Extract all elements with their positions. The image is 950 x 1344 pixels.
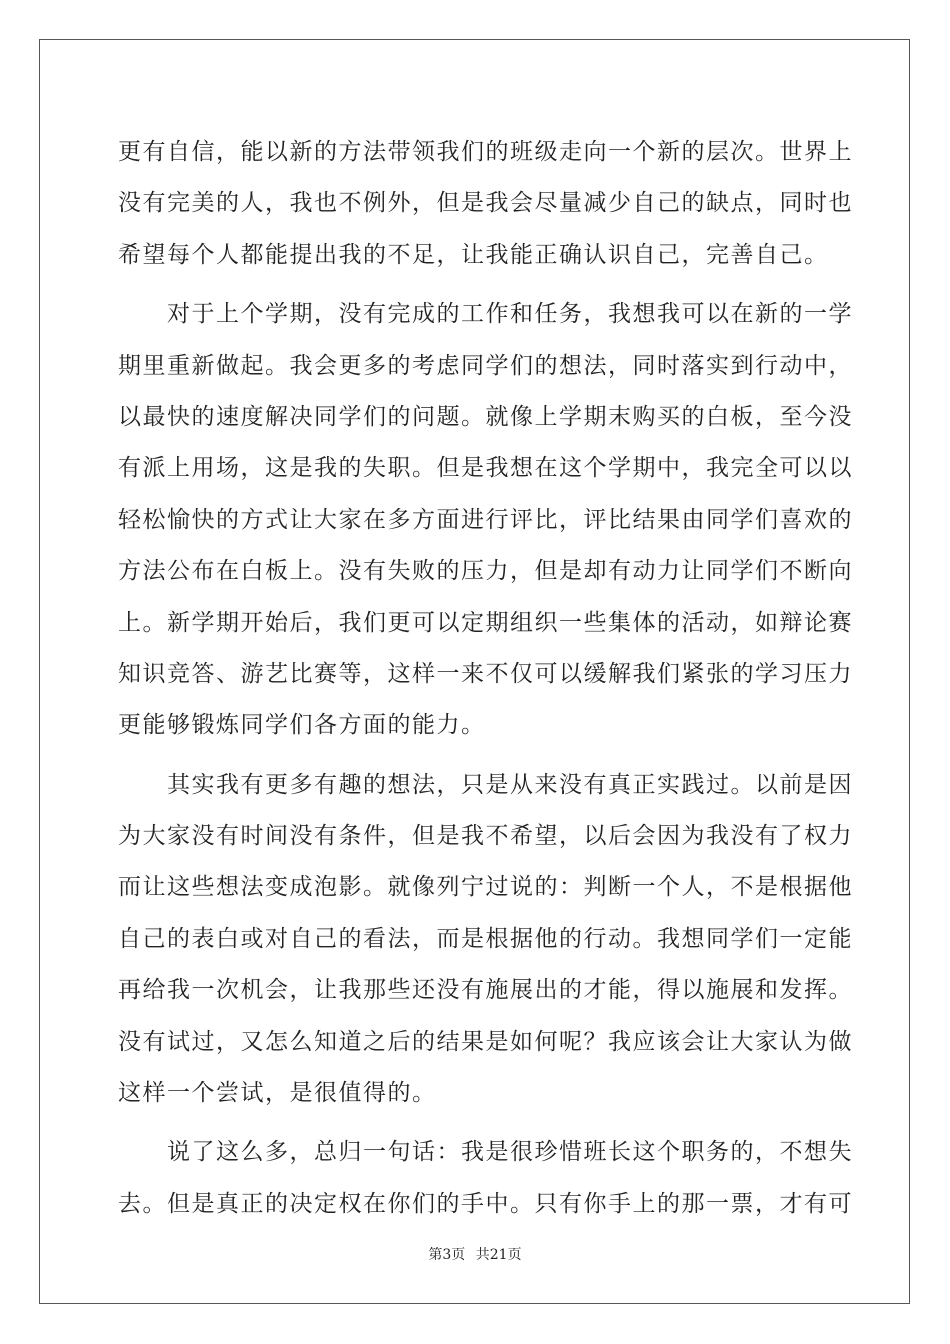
text-line: 没有完美的人，我也不例外，但是我会尽量减少自己的缺点，同时也 xyxy=(118,190,853,217)
text-line: 更能够锻炼同学们各方面的能力。 xyxy=(118,712,486,739)
text-line: 没有试过，又怎么知道之后的结果是如何呢？我应该会让大家认为做 xyxy=(118,1028,853,1055)
text-line: 方法公布在白板上。没有失败的压力，但是却有动力让同学们不断向 xyxy=(118,558,853,585)
text-line: 而让这些想法变成泡影。就像列宁过说的：判断一个人，不是根据他 xyxy=(118,874,853,901)
text-line: 更有自信，能以新的方法带领我们的班级走向一个新的层次。世界上 xyxy=(118,139,853,165)
text-line: 对于上个学期，没有完成的工作和任务，我想我可以在新的一学 xyxy=(118,301,853,328)
text-line: 自己的表白或对自己的看法，而是根据他的行动。我想同学们一定能 xyxy=(118,925,853,952)
text-line: 说了这么多，总归一句话：我是很珍惜班长这个职务的，不想失 xyxy=(118,1139,853,1166)
document-body xyxy=(118,127,853,1230)
text-line: 为大家没有时间没有条件，但是我不希望，以后会因为我没有了权力 xyxy=(118,823,853,850)
page-number: 第3页 xyxy=(428,1247,466,1263)
text-line: 以最快的速度解决同学们的问题。就像上学期末购买的白板，至今没 xyxy=(118,403,853,430)
text-line: 有派上用场，这是我的失职。但是我想在这个学期中，我完全可以以 xyxy=(118,455,853,482)
text-line: 希望每个人都能提出我的不足，让我能正确认识自己，完善自己。 xyxy=(118,241,829,268)
text-line: 轻松愉快的方式让大家在多方面进行评比，评比结果由同学们喜欢的 xyxy=(118,506,853,533)
paragraph xyxy=(118,760,853,1120)
text-line: 去。但是真正的决定权在你们的手中。只有你手上的那一票，才有可 xyxy=(118,1190,853,1217)
paragraph xyxy=(118,127,853,281)
text-line: 期里重新做起。我会更多的考虑同学们的想法，同时落实到行动中， xyxy=(118,352,853,379)
page-footer xyxy=(0,1244,950,1264)
text-line: 其实我有更多有趣的想法，只是从来没有真正实践过。以前是因 xyxy=(118,771,853,798)
paragraph xyxy=(118,1127,853,1230)
text-line: 上。新学期开始后，我们更可以定期组织一些集体的活动，如辩论赛 xyxy=(118,609,853,636)
paragraph xyxy=(118,289,853,752)
text-line: 再给我一次机会，让我那些还没有施展出的才能，得以施展和发挥。 xyxy=(118,977,853,1004)
page-total: 共21页 xyxy=(475,1247,522,1263)
text-line: 知识竞答、游艺比赛等，这样一来不仅可以缓解我们紧张的学习压力 xyxy=(118,660,853,687)
text-line: 这样一个尝试，是很值得的。 xyxy=(118,1080,437,1107)
